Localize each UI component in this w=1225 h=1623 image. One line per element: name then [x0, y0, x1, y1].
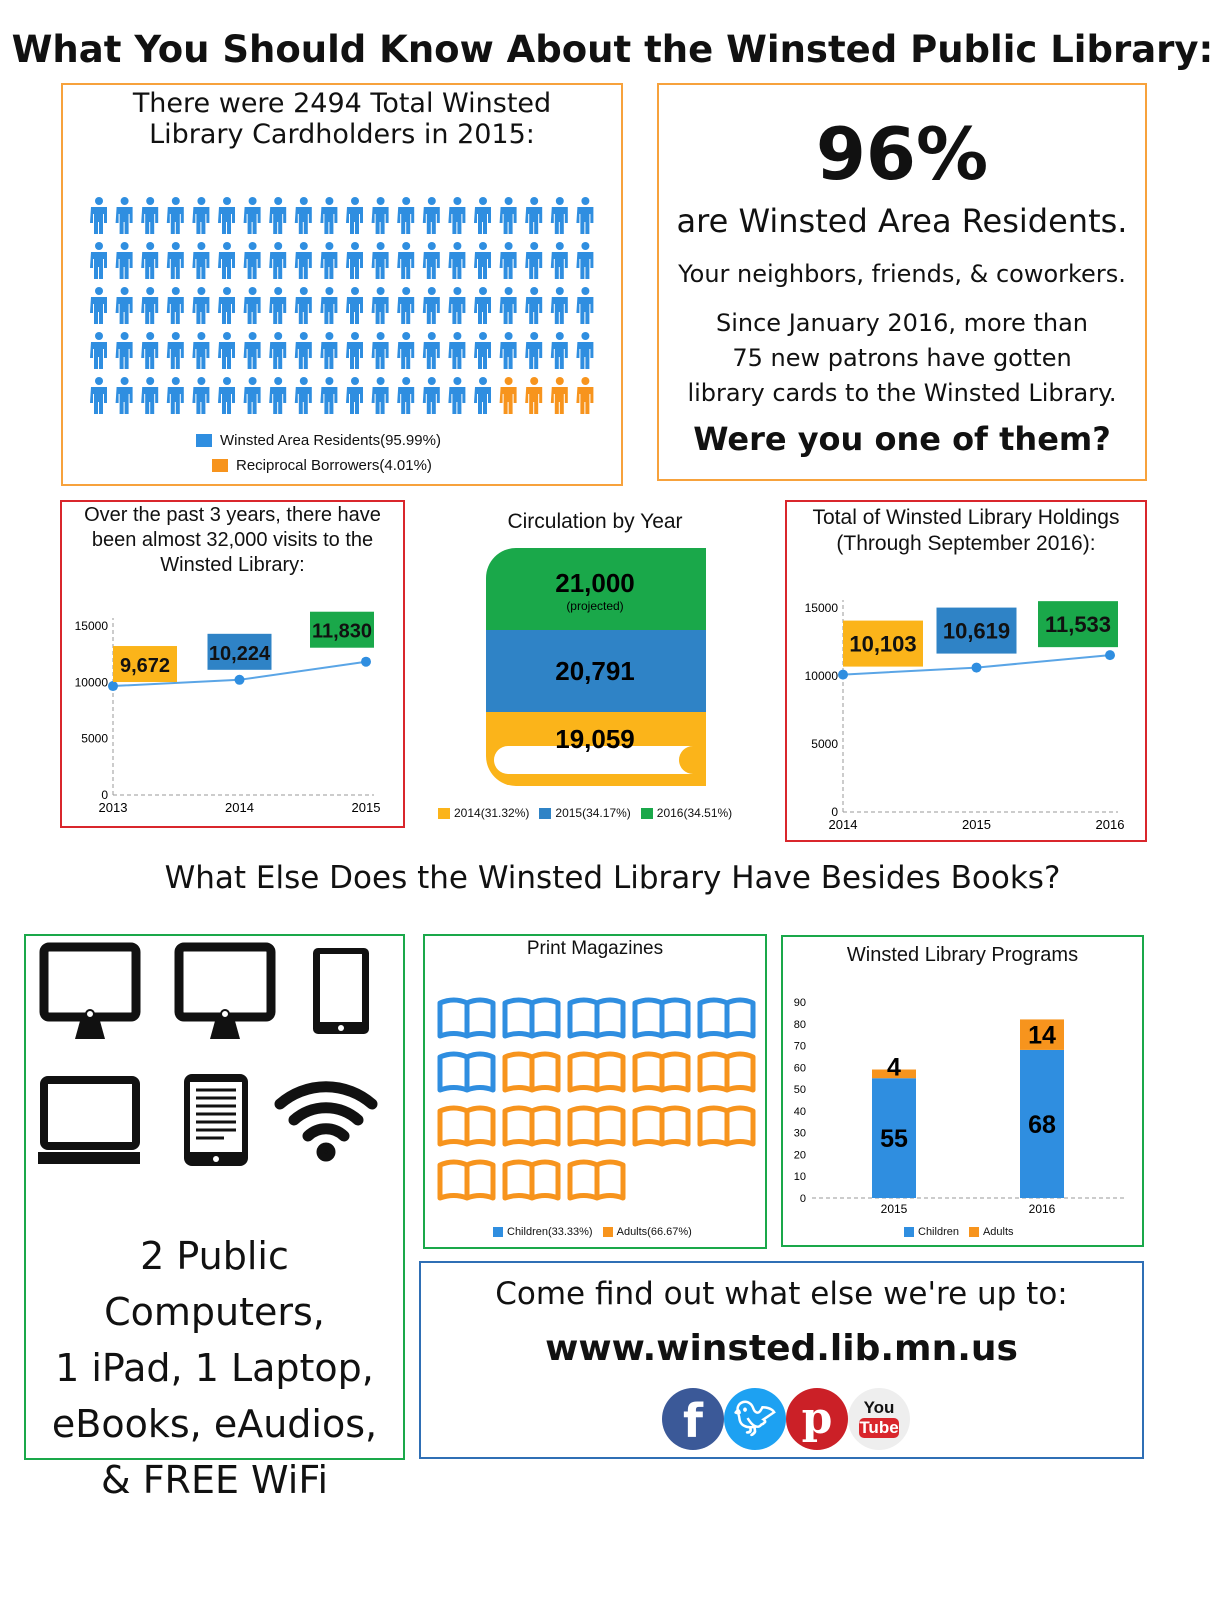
- page-title: What You Should Know About the Winsted Public Library:: [11, 28, 1214, 71]
- question: Were you one of them?: [693, 420, 1111, 458]
- data-label: 10,619: [942, 618, 1011, 644]
- text-line: 75 new patrons have gotten: [732, 344, 1072, 372]
- legend-label: Adults(66.67%): [616, 1226, 692, 1238]
- legend-label: Children(33.33%): [507, 1226, 593, 1238]
- y-tick-label: 0: [101, 788, 108, 802]
- pinterest-icon[interactable]: p: [786, 1388, 848, 1450]
- y-tick-label: 20: [793, 1149, 806, 1162]
- circulation-title: Circulation by Year: [507, 510, 683, 533]
- y-tick-label: 50: [793, 1084, 806, 1097]
- data-label: 11,533: [1044, 612, 1112, 638]
- legend-label: 2016(34.51%): [656, 806, 733, 820]
- data-label: 10,103: [849, 631, 917, 657]
- y-tick-label: 15000: [804, 601, 838, 615]
- x-tick-label: 2015: [880, 1202, 908, 1216]
- heading-line: Library Cardholders in 2015:: [149, 119, 535, 150]
- website-link[interactable]: www.winsted.lib.mn.us: [545, 1328, 1018, 1369]
- y-tick-label: 10000: [74, 675, 108, 690]
- y-tick-label: 5000: [81, 731, 108, 746]
- title-line: been almost 32,000 visits to the: [91, 529, 374, 551]
- legend-item: [904, 1226, 959, 1238]
- legend-label: 2015(34.17%): [555, 806, 631, 820]
- y-tick-label: 0: [831, 805, 838, 819]
- text-line: library cards to the Winsted Library.: [687, 379, 1117, 407]
- heading-line: There were 2494 Total Winsted: [132, 88, 552, 119]
- legend-item: [969, 1226, 1014, 1238]
- facebook-icon[interactable]: f: [662, 1388, 724, 1450]
- legend-label: Children: [918, 1226, 959, 1238]
- text-line: & FREE WiFi: [100, 1458, 329, 1502]
- title-line: Over the past 3 years, there have: [84, 504, 381, 526]
- percent-residents: 96%: [815, 112, 989, 196]
- programs-title: Winsted Library Programs: [846, 944, 1079, 966]
- legend-label: Winsted Area Residents(95.99%): [220, 432, 441, 449]
- youtube-icon[interactable]: [848, 1388, 910, 1450]
- text-line: eBooks, eAudios,: [51, 1402, 378, 1446]
- legend-label: Adults: [982, 1226, 1014, 1238]
- x-tick-label: 2016: [1095, 817, 1125, 832]
- legend-label: 2014(31.32%): [454, 806, 530, 820]
- bar-value-label: 68: [1028, 1110, 1056, 1139]
- y-tick-label: 40: [793, 1105, 806, 1118]
- bar-value-label: 55: [880, 1125, 908, 1154]
- title-line: Total of Winsted Library Holdings: [812, 506, 1120, 529]
- y-tick-label: 70: [793, 1040, 806, 1053]
- x-tick-label: 2014: [828, 817, 858, 832]
- x-tick-label: 2016: [1028, 1202, 1056, 1216]
- social-icons: [662, 1388, 910, 1450]
- legend-swatch: [969, 1227, 979, 1237]
- y-tick-label: 5000: [811, 737, 838, 751]
- y-tick-label: 90: [793, 997, 806, 1009]
- title-line: Winsted Library:: [160, 554, 305, 576]
- text-line: 2 Public Computers,: [104, 1234, 325, 1334]
- x-tick-label: 2015: [962, 817, 991, 832]
- programs-legend: [904, 1226, 1014, 1238]
- bar-value-label: 14: [1028, 1021, 1056, 1050]
- legend-swatch: [904, 1227, 914, 1237]
- cta-text: Come find out what else we're up to:: [495, 1276, 1068, 1312]
- y-tick-label: 60: [793, 1062, 806, 1075]
- data-label: 10,224: [208, 642, 271, 665]
- y-tick-label: 15000: [74, 619, 108, 633]
- bar-value-label: 21,000: [555, 568, 635, 598]
- data-label: 9,672: [119, 655, 171, 678]
- projected-note: (projected): [566, 599, 624, 613]
- section-title: What Else Does the Winsted Library Have Besides Books?: [164, 860, 1061, 896]
- twitter-icon[interactable]: 🐦︎: [724, 1388, 786, 1450]
- x-tick-label: 2015: [351, 800, 381, 815]
- youtube-you: You: [863, 1398, 895, 1417]
- y-tick-label: 10000: [804, 669, 838, 683]
- y-tick-label: 10: [793, 1171, 806, 1184]
- x-tick-label: 2013: [98, 800, 128, 815]
- youtube-tube: Tube: [859, 1418, 899, 1437]
- bar-value-label: 19,059: [555, 724, 635, 754]
- y-tick-label: 30: [793, 1127, 806, 1140]
- y-tick-label: 80: [793, 1018, 806, 1031]
- y-tick-label: 0: [799, 1193, 806, 1205]
- bar-value-label: 4: [887, 1053, 901, 1082]
- text-line: 1 iPad, 1 Laptop,: [55, 1346, 374, 1390]
- title-line: (Through September 2016):: [836, 532, 1096, 555]
- residents-subline: Your neighbors, friends, & coworkers.: [678, 260, 1126, 288]
- residents-line: are Winsted Area Residents.: [676, 202, 1128, 240]
- text-line: Since January 2016, more than: [716, 309, 1088, 337]
- legend-label: Reciprocal Borrowers(4.01%): [236, 457, 432, 474]
- data-label: 11,830: [311, 620, 373, 643]
- magazines-title: Print Magazines: [526, 938, 664, 959]
- bar-value-label: 20,791: [555, 656, 635, 686]
- x-tick-label: 2014: [225, 800, 254, 815]
